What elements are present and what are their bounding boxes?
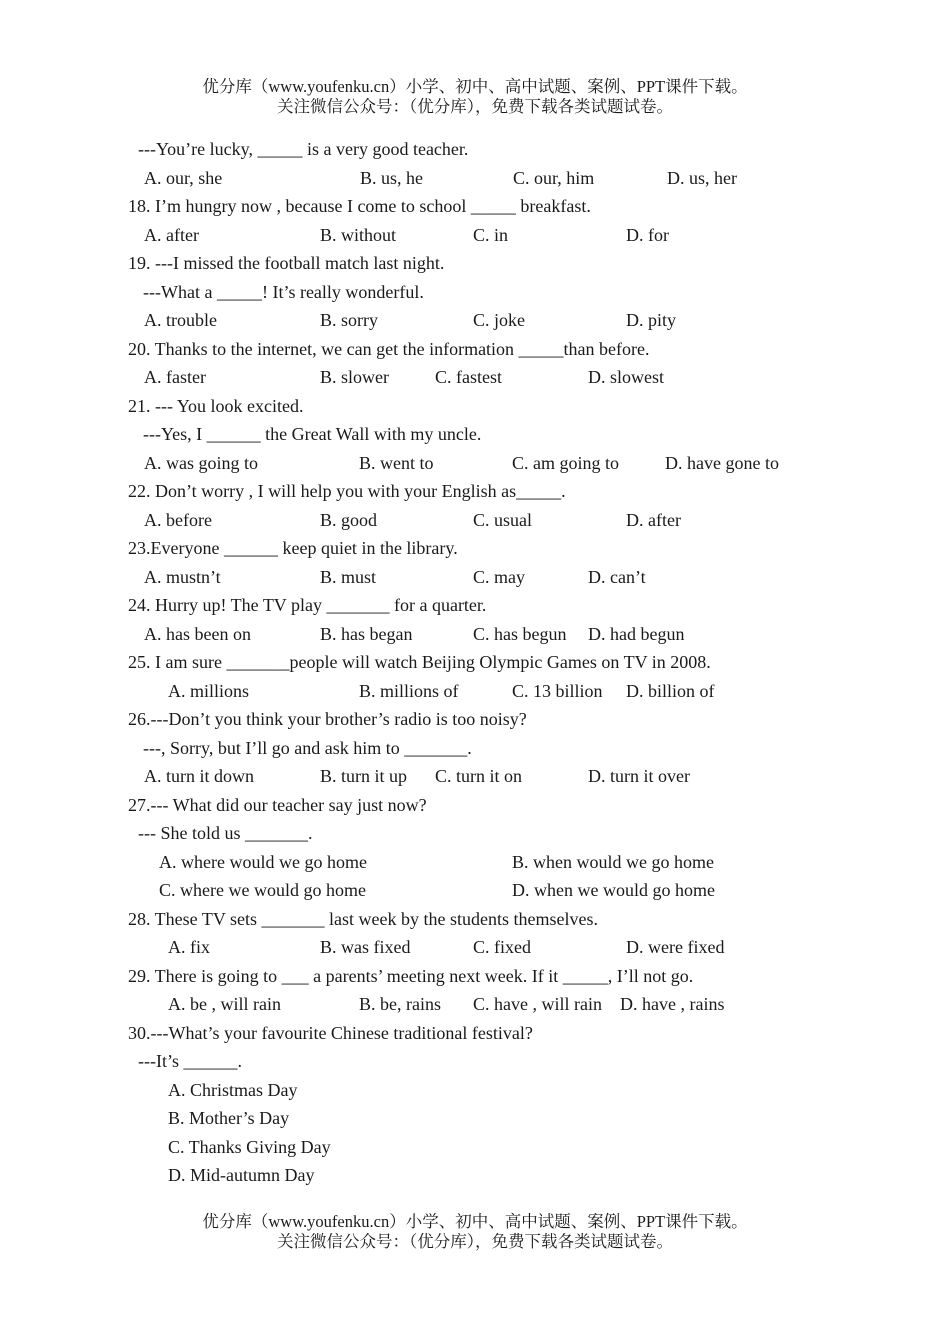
option-text: A. after bbox=[144, 224, 199, 245]
question-text: 22. Don’t worry , I will help you with your English as_____. bbox=[128, 481, 566, 501]
question-text: 27.--- What did our teacher say just now? bbox=[128, 794, 427, 815]
option-text: D. for bbox=[626, 224, 669, 245]
question-line bbox=[0, 192, 950, 221]
option-text: D. have , rains bbox=[620, 994, 725, 1014]
page-header bbox=[0, 77, 950, 117]
question-text: C. Thanks Giving Day bbox=[168, 1136, 331, 1157]
option-text: A. where would we go home bbox=[159, 851, 367, 872]
option-text: A. fix bbox=[168, 937, 210, 957]
options-row bbox=[0, 848, 950, 877]
option-text: B. good bbox=[320, 509, 378, 530]
option-text: D. slowest bbox=[588, 367, 664, 387]
option-text: A. millions bbox=[168, 680, 250, 701]
option-text: C. turn it on bbox=[435, 766, 523, 786]
question-text: B. Mother’s Day bbox=[168, 1108, 290, 1128]
option-text: B. has began bbox=[320, 623, 413, 644]
option-text: D. have gone to bbox=[665, 452, 779, 473]
option-text: C. have , will rain bbox=[473, 994, 602, 1014]
options-row bbox=[0, 563, 950, 592]
options-row bbox=[0, 933, 950, 962]
question-text: ---Yes, I ______ the Great Wall with my uncle. bbox=[143, 424, 482, 444]
question-line bbox=[0, 819, 950, 848]
option-text: C. in bbox=[473, 224, 509, 245]
question-list bbox=[0, 135, 950, 1190]
option-text: B. millions of bbox=[359, 680, 459, 701]
options-row bbox=[0, 449, 950, 478]
question-line bbox=[0, 591, 950, 620]
option-text: D. when we would go home bbox=[512, 880, 715, 900]
question-line bbox=[0, 734, 950, 763]
option-text: B. us, he bbox=[360, 167, 423, 188]
option-text: B. sorry bbox=[320, 310, 378, 330]
option-text: B. went to bbox=[359, 452, 434, 473]
question-text: 18. I’m hungry now , because I come to school _____ breakfast. bbox=[128, 196, 591, 216]
option-text: C. where we would go home bbox=[159, 880, 366, 900]
options-row bbox=[0, 306, 950, 335]
question-text: D. Mid-autumn Day bbox=[168, 1165, 315, 1185]
question-line bbox=[0, 392, 950, 421]
question-line bbox=[0, 905, 950, 934]
options-row bbox=[0, 363, 950, 392]
question-text: 26.---Don’t you think your brother’s radio is too noisy? bbox=[128, 709, 527, 729]
question-line bbox=[0, 1047, 950, 1076]
question-line bbox=[0, 420, 950, 449]
option-text: C. usual bbox=[473, 509, 533, 530]
question-line bbox=[0, 249, 950, 278]
question-text: 25. I am sure _______people will watch Beijing Olympic Games on TV in 2008. bbox=[128, 652, 711, 672]
option-text: D. were fixed bbox=[626, 937, 725, 957]
footer-line-2: 关注微信公众号：（优分库），免费下载各类试题试卷。 bbox=[277, 1232, 673, 1251]
option-text: A. faster bbox=[144, 367, 206, 387]
question-text: A. Christmas Day bbox=[168, 1079, 298, 1100]
option-text: D. can’t bbox=[588, 566, 646, 587]
question-line bbox=[0, 962, 950, 991]
question-line bbox=[0, 278, 950, 307]
option-text: D. after bbox=[626, 509, 681, 530]
option-text: C. am going to bbox=[512, 452, 619, 473]
question-line bbox=[0, 335, 950, 364]
option-text: B. turn it up bbox=[320, 766, 408, 786]
option-text: C. joke bbox=[473, 310, 525, 330]
question-line bbox=[0, 648, 950, 677]
question-text: ---What a _____! It’s really wonderful. bbox=[143, 281, 424, 302]
question-text: 21. --- You look excited. bbox=[128, 395, 304, 416]
option-text: D. billion of bbox=[626, 680, 715, 701]
options-row bbox=[0, 620, 950, 649]
question-text: ---You’re lucky, _____ is a very good teacher. bbox=[138, 139, 469, 159]
option-text: C. may bbox=[473, 566, 525, 587]
option-text: D. pity bbox=[626, 310, 677, 330]
option-text: B. when would we go home bbox=[512, 851, 714, 872]
question-text: 23.Everyone ______ keep quiet in the library. bbox=[128, 538, 458, 558]
question-text: ---, Sorry, but I’ll go and ask him to _______. bbox=[143, 737, 472, 758]
question-line bbox=[0, 705, 950, 734]
options-row bbox=[0, 221, 950, 250]
question-line bbox=[0, 1104, 950, 1133]
question-text: ---It’s ______. bbox=[138, 1051, 242, 1071]
option-text: A. was going to bbox=[144, 452, 258, 473]
question-line bbox=[0, 1161, 950, 1190]
header-line-1: 优分库（www.youfenku.cn）小学、初中、高中试题、案例、PPT课件下载。 bbox=[202, 77, 748, 96]
question-text: 20. Thanks to the internet, we can get the information _____than before. bbox=[128, 338, 650, 359]
question-text: 19. ---I missed the football match last night. bbox=[128, 253, 445, 273]
option-text: C. our, him bbox=[513, 167, 595, 188]
option-text: B. must bbox=[320, 566, 377, 587]
page-footer bbox=[0, 1212, 950, 1252]
options-row bbox=[0, 506, 950, 535]
header-line-2: 关注微信公众号：（优分库），免费下载各类试题试卷。 bbox=[277, 97, 673, 116]
option-text: D. turn it over bbox=[588, 766, 690, 786]
options-row bbox=[0, 876, 950, 905]
question-line bbox=[0, 135, 950, 164]
question-line bbox=[0, 791, 950, 820]
question-text: 29. There is going to ___ a parents’ meeting next week. If it _____, I’ll not go. bbox=[128, 965, 694, 986]
question-line bbox=[0, 1076, 950, 1105]
options-row bbox=[0, 164, 950, 193]
options-row bbox=[0, 762, 950, 791]
question-text: --- She told us _______. bbox=[138, 823, 313, 843]
question-line bbox=[0, 1133, 950, 1162]
footer-line-1: 优分库（www.youfenku.cn）小学、初中、高中试题、案例、PPT课件下载。 bbox=[202, 1212, 748, 1231]
question-line bbox=[0, 477, 950, 506]
option-text: B. slower bbox=[320, 367, 389, 387]
option-text: A. trouble bbox=[144, 310, 217, 330]
option-text: B. be, rains bbox=[359, 994, 441, 1014]
option-text: A. mustn’t bbox=[144, 566, 221, 587]
option-text: A. our, she bbox=[144, 167, 223, 188]
question-text: 28. These TV sets _______ last week by the students themselves. bbox=[128, 908, 598, 929]
question-text: 30.---What’s your favourite Chinese traditional festival? bbox=[128, 1022, 533, 1043]
option-text: D. us, her bbox=[667, 167, 737, 188]
option-text: A. has been on bbox=[144, 623, 251, 644]
option-text: B. was fixed bbox=[320, 937, 411, 957]
option-text: C. has begun bbox=[473, 623, 567, 644]
question-text: 24. Hurry up! The TV play _______ for a quarter. bbox=[128, 595, 487, 615]
option-text: C. 13 billion bbox=[512, 680, 603, 701]
option-text: A. be , will rain bbox=[168, 994, 281, 1014]
option-text: D. had begun bbox=[588, 623, 685, 644]
question-line bbox=[0, 534, 950, 563]
question-line bbox=[0, 1019, 950, 1048]
option-text: C. fixed bbox=[473, 937, 531, 957]
options-row bbox=[0, 677, 950, 706]
option-text: A. before bbox=[144, 509, 212, 530]
option-text: C. fastest bbox=[435, 367, 502, 387]
option-text: A. turn it down bbox=[144, 766, 254, 786]
option-text: B. without bbox=[320, 224, 397, 245]
options-row bbox=[0, 990, 950, 1019]
